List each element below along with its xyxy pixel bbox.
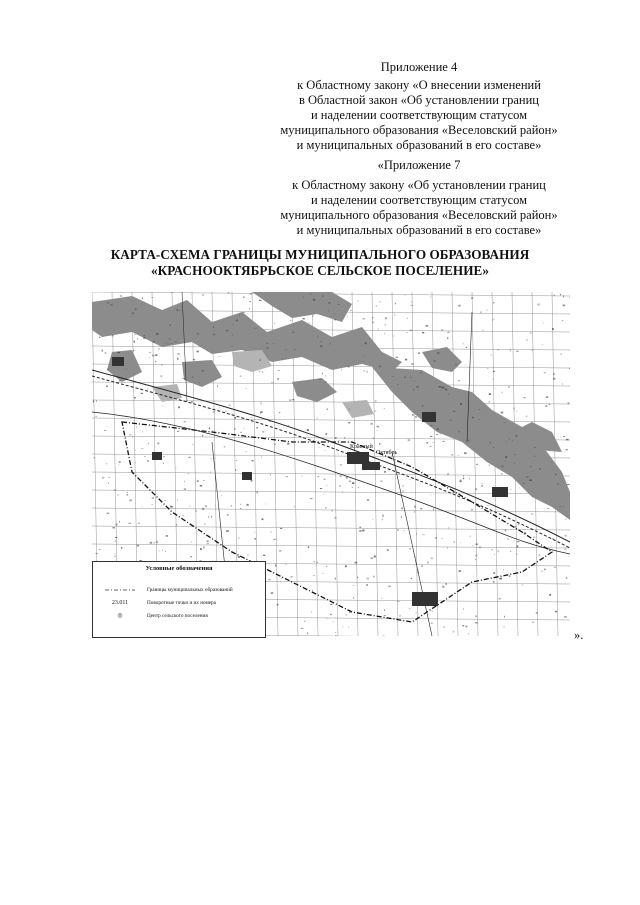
map-legend <box>92 561 266 638</box>
map-label-krasny: Красный <box>350 444 373 450</box>
map-title-line: КАРТА-СХЕМА ГРАНИЦЫ МУНИЦИПАЛЬНОГО ОБРАЗОВАНИЯ <box>110 247 530 262</box>
appendix-4-body <box>254 78 584 153</box>
legend-symbol-line <box>99 584 141 596</box>
appendix-4-line: муниципального образования «Веселовский район» <box>280 123 558 137</box>
legend-text: Поворотные точки и их номера <box>147 600 216 606</box>
appendix-4-line: к Областному закону «О внесении изменений <box>297 78 541 92</box>
legend-title: Условные обозначения <box>145 565 213 572</box>
legend-text: Границы муниципальных образований <box>147 587 233 593</box>
map-title-line: «КРАСНООКТЯБРЬСКОЕ СЕЛЬСКОЕ ПОСЕЛЕНИЕ» <box>150 263 490 278</box>
appendix-4-title <box>254 60 584 75</box>
appendix-4-line: в Областной закон «Об установлении границ <box>298 93 539 107</box>
appendix-7-heading: «Приложение 7 <box>377 158 461 172</box>
legend-row-boundary <box>99 584 261 596</box>
appendix-7-line: к Областному закону «Об установлении границ <box>292 178 546 192</box>
closing-quote: ». <box>574 628 584 642</box>
appendix-7-line: и муниципальных образований в его составе» <box>296 223 542 237</box>
appendix-7-line: муниципального образования «Веселовский район» <box>280 208 558 222</box>
legend-row-center <box>99 610 261 622</box>
map-title <box>0 247 640 279</box>
appendix-4-line: и муниципальных образований в его составе» <box>296 138 542 152</box>
appendix-7-title <box>254 158 584 173</box>
appendix-4-line: и наделении соответствующим статусом <box>310 108 528 122</box>
appendix-7-line: и наделении соответствующим статусом <box>310 193 528 207</box>
appendix-7-body <box>254 178 584 238</box>
legend-row-points <box>99 597 261 609</box>
legend-symbol-center-icon: ◎ <box>117 613 123 619</box>
appendix-4-heading: Приложение 4 <box>380 60 458 74</box>
legend-text: Центр сельского поселения <box>147 613 208 619</box>
map-label-oktyabr: Октябрь <box>376 450 398 456</box>
legend-symbol-point: 23.011 <box>111 600 129 606</box>
